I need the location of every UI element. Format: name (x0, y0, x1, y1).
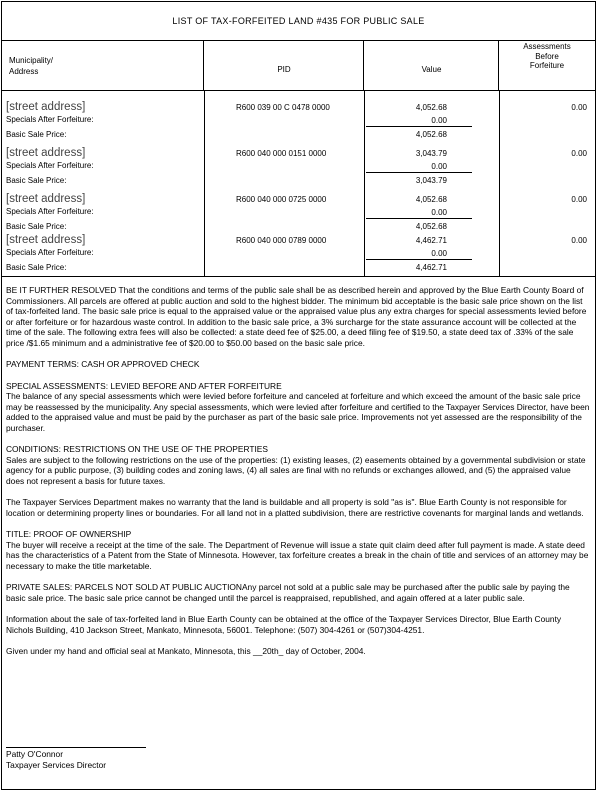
parcel-address: [street address] (6, 101, 86, 113)
header-value (364, 41, 499, 91)
signature-block (6, 747, 146, 770)
header-assessments (499, 41, 595, 91)
private-sales-paragraph: PRIVATE SALES: PARCELS NOT SOLD AT PUBLIC AUCTIONAny parcel not sold at a public sale may be purchased after the public sale by paying the basic sale price. The basic sale price cannot be changed until the parcel is reappraised, republished, and again offered at a later public sale. (6, 582, 570, 603)
resolution-paragraph: BE IT FURTHER RESOLVED That the conditions and terms of the public sale shall be as described herein and approved by the Blue Earth County Board of Commissioners. All parcels are offered at public auction and sold to the highest bidder. The minimum bid acceptable is the basic sale price shown on the list of tax-forfeited land. The basic sale price is equal to the appraised value or the appraised value plus any extra charges for special assessments levied before or after forfeiture or for hazardous waste control. In addition to the basic sale price, a 3% surcharge for the state assurance account will be collected at the time of the sale. The following extra fees will also be collected: a state deed fee of $25.00, a deed filing fee of $19.50, a state deed tax of .33% of the sale price /$1.65 minimum and a administrative fee of $20.00 to $50.00 based on the basic sale price. (6, 285, 587, 348)
conditions-section (6, 444, 590, 486)
parcel-address: [street address] (6, 234, 86, 246)
signer-title: Taxpayer Services Director (6, 759, 107, 770)
information-paragraph: Information about the sale of tax-forfeited land in Blue Earth County can be obtained at the office of the Taxpayer Services Director, Blue Earth County Nichols Building, 410 Jackson Street, Mankato, Minnesota, 56001. Telephone: (507) 304-4261 or (507)304-4251. (6, 614, 562, 635)
header-municipality-line1: Municipality/ (9, 56, 54, 65)
header-municipality (2, 41, 204, 91)
parcel-assessments: 0.00 (571, 149, 587, 158)
warranty-paragraph: The Taxpayer Services Department makes no warranty that the land is buildable and all property is sold "as is". Blue Earth County is not responsible for location or determining property lines or boundaries. For all land not in a platted subdivision, there are restrictive covenants for marginal lands and wetlands. (6, 497, 584, 518)
parcel-basic-sale-price: 4,052.68 (415, 130, 447, 139)
specials-label: Specials After Forfeiture: (6, 161, 94, 170)
basic-sale-price-label: Basic Sale Price: (6, 222, 67, 231)
parcel-row (2, 96, 595, 142)
parcel-value: 3,043.79 (415, 149, 447, 158)
sum-line (366, 218, 472, 219)
parcel-specials: 0.00 (431, 162, 447, 171)
basic-sale-price-label: Basic Sale Price: (6, 176, 67, 185)
parcel-row (2, 188, 595, 234)
given-paragraph: Given under my hand and official seal at Mankato, Minnesota, this __20th_ day of October, 2004. (6, 646, 366, 656)
table-bottom-rule (2, 276, 595, 277)
header-value-label: Value (421, 65, 442, 74)
conditions-body: Sales are subject to the following restrictions on the use of the properties: (1) existing leases, (2) easements obtained by a governmental subdivision or state agency for a public purpose, (3) building codes and zoning laws, (4) all sales are final with no refunds or exchanges allowed, and (5) the appraised value does not represent a basis for future taxes. (6, 454, 586, 486)
header-assessments-line2: Before (535, 51, 559, 61)
signer-name: Patty O'Connor (6, 749, 63, 759)
parcel-address: [street address] (6, 193, 86, 205)
parcel-specials: 0.00 (431, 249, 447, 258)
basic-sale-price-label: Basic Sale Price: (6, 263, 67, 272)
parcel-basic-sale-price: 3,043.79 (415, 176, 447, 185)
basic-sale-price-label: Basic Sale Price: (6, 130, 67, 139)
specials-label: Specials After Forfeiture: (6, 115, 94, 124)
conditions-heading: CONDITIONS: RESTRICTIONS ON THE USE OF THE PROPERTIES (6, 444, 268, 454)
payment-terms-heading: PAYMENT TERMS: CASH OR APPROVED CHECK (6, 359, 200, 369)
sum-line (366, 126, 472, 127)
parcel-pid: R600 040 000 0725 0000 (236, 195, 327, 204)
parcel-pid: R600 039 00 C 0478 0000 (236, 103, 330, 112)
parcel-row (2, 229, 595, 275)
parcel-specials: 0.00 (431, 208, 447, 217)
sum-line (366, 172, 472, 173)
parcel-pid: R600 040 000 0151 0000 (236, 149, 327, 158)
title-heading: TITLE: PROOF OF OWNERSHIP (6, 529, 132, 539)
parcel-assessments: 0.00 (571, 195, 587, 204)
specials-label: Specials After Forfeiture: (6, 207, 94, 216)
parcel-specials: 0.00 (431, 116, 447, 125)
parcel-basic-sale-price: 4,052.68 (415, 222, 447, 231)
header-pid (204, 41, 364, 91)
parcel-assessments: 0.00 (571, 236, 587, 245)
parcel-value: 4,052.68 (415, 195, 447, 204)
header-municipality-line2: Address (9, 67, 39, 76)
signature-line (6, 747, 146, 748)
parcel-assessments: 0.00 (571, 103, 587, 112)
special-assessments-heading: SPECIAL ASSESSMENTS: LEVIED BEFORE AND AFTER FORFEITURE (6, 380, 282, 391)
header-assessments-line3: Forfeiture (529, 61, 565, 70)
notice-page (1, 1, 596, 790)
title-section (6, 529, 590, 571)
parcel-row (2, 142, 595, 188)
parcel-basic-sale-price: 4,462.71 (415, 263, 447, 272)
sum-line (366, 259, 472, 260)
parcel-value: 4,052.68 (415, 103, 447, 112)
page-title: LIST OF TAX-FORFEITED LAND #435 FOR PUBLIC SALE (2, 2, 595, 41)
title-body: The buyer will receive a receipt at the time of the sale. The Department of Revenue will issue a state quit claim deed after full payment is made. A state deed has the characteristics of a Patent from the State of Minnesota. However, tax forfeiture creates a break in the chain of title and services of an attorney may be necessary to make the title marketable. (6, 539, 589, 571)
terms-body (6, 285, 590, 668)
parcel-address: [street address] (6, 147, 86, 159)
special-assessments-section (6, 381, 590, 434)
specials-label: Specials After Forfeiture: (6, 248, 94, 257)
header-pid-label: PID (277, 65, 291, 74)
parcel-pid: R600 040 000 0789 0000 (236, 236, 327, 245)
header-assessments-line1: Assessments (523, 42, 571, 51)
special-assessments-body: The balance of any special assessments which were levied before forfeiture and canceled at forfeiture and which exceed the amount of the basic sale price may be reassessed by the municipality. Any special assessments, which were levied after forfeiture and certified to the Taxpayer Services Director, have been added to the appraised value and must be paid by the purchaser as part of the basic sale price. Improvements not yet assessed are the responsibility of the purchaser. (6, 391, 590, 433)
parcel-value: 4,462.71 (415, 236, 447, 245)
